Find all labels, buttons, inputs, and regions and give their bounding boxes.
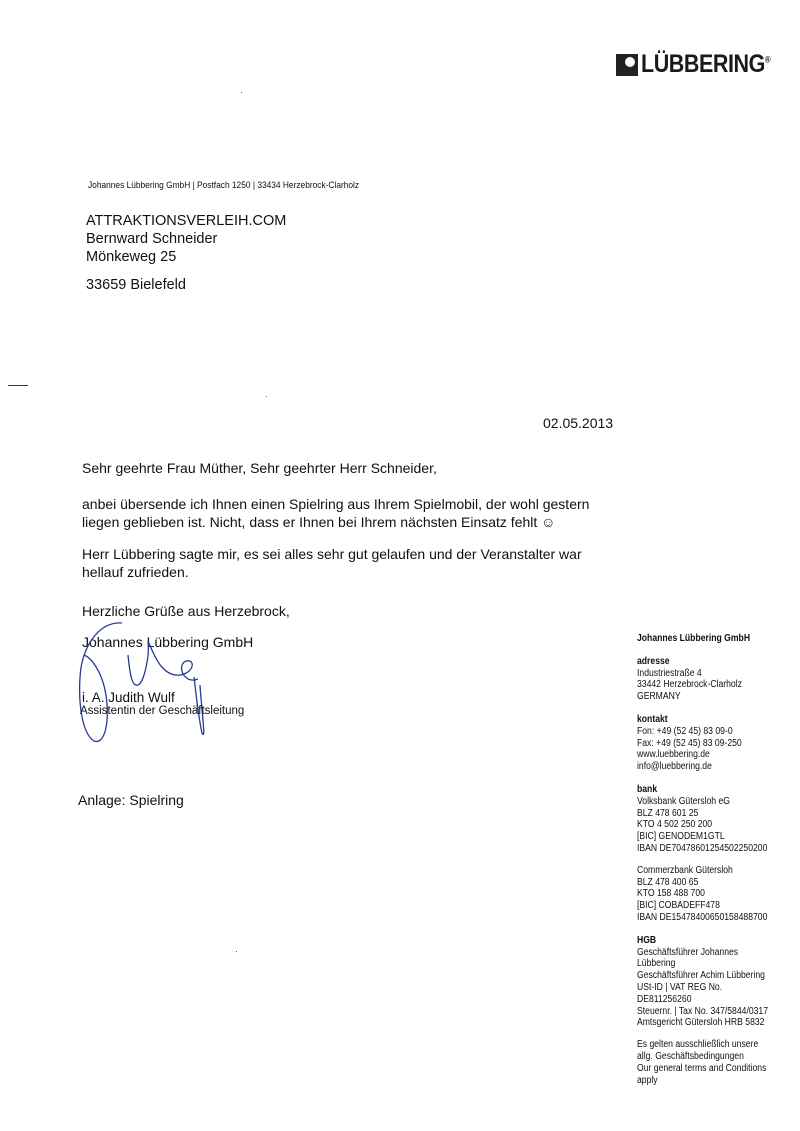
address-line: Industriestraße 4	[637, 667, 702, 679]
attachment-note: Anlage: Spielring	[78, 792, 184, 808]
hgb-line: Steuernr. | Tax No. 347/5844/0317	[637, 1005, 769, 1017]
terms-line: Es gelten ausschließlich unsere	[637, 1039, 759, 1051]
contact-line: Fon: +49 (52 45) 83 09-0	[637, 725, 733, 737]
fold-mark	[8, 385, 28, 386]
company-logo	[616, 50, 791, 79]
bank-line: BLZ 478 601 25	[637, 807, 699, 819]
salutation: Sehr geehrte Frau Müther, Sehr geehrter Herr Schneider,	[82, 460, 437, 476]
recipient-company: ATTRAKTIONSVERLEIH.COM	[86, 213, 287, 229]
recipient-street: Mönkeweg 25	[86, 249, 177, 265]
handwritten-signature	[70, 615, 220, 755]
scan-speck	[266, 396, 267, 397]
hgb-heading: HGB	[637, 934, 657, 946]
bank-line: KTO 158 488 700	[637, 888, 705, 900]
terms-line: allg. Geschäftsbedingungen	[637, 1050, 744, 1062]
bank-line: IBAN DE15478400650158488700	[637, 911, 768, 923]
hgb-line: Geschäftsführer Johannes Lübbering	[637, 946, 739, 970]
recipient-address	[86, 212, 286, 294]
signatory-role: Assistentin der Geschäftsleitung	[80, 705, 245, 717]
terms-line: apply	[637, 1074, 658, 1086]
terms-line: Our general terms and Conditions	[637, 1062, 767, 1074]
closing-company: Johannes Lübbering GmbH	[82, 634, 254, 650]
recipient-name: Bernward Schneider	[86, 231, 218, 247]
paragraph: Herr Lübbering sagte mir, es sei alles sehr gut gelaufen und der Veranstalter war hellauf zufrieden.	[82, 545, 582, 580]
address-line: 33442 Herzebrock-Clarholz	[637, 679, 742, 691]
scan-speck	[241, 92, 242, 93]
logo-text: LÜBBERING	[641, 50, 765, 78]
contact-line: Fax: +49 (52 45) 83 09-250	[637, 737, 742, 749]
scan-speck	[236, 951, 237, 952]
letter-date: 02.05.2013	[543, 415, 614, 431]
bank-line: [BIC] COBADEFF478	[637, 900, 720, 912]
address-heading: adresse	[637, 655, 670, 667]
logo-registered-mark: ®	[764, 54, 771, 65]
address-line: GERMANY	[637, 691, 681, 703]
bank-line: KTO 4 502 250 200	[637, 819, 713, 831]
bank-line: BLZ 478 400 65	[637, 876, 699, 888]
contact-line: info@luebbering.de	[637, 761, 712, 773]
bank-line: [BIC] GENODEM1GTL	[637, 831, 725, 843]
signatory-name: i. A. Judith Wulf	[82, 690, 175, 705]
logo-mark-icon	[616, 54, 638, 76]
closing-greeting: Herzliche Grüße aus Herzebrock,	[82, 602, 290, 619]
bank-line: Volksbank Gütersloh eG	[637, 795, 730, 807]
bank-heading: bank	[637, 783, 658, 795]
hgb-line: Geschäftsführer Achim Lübbering	[637, 970, 765, 982]
recipient-city: 33659 Bielefeld	[86, 277, 186, 293]
hgb-line: Amtsgericht Gütersloh HRB 5832	[637, 1017, 765, 1029]
contact-line: www.luebbering.de	[637, 749, 710, 761]
sender-line: Johannes Lübbering GmbH | Postfach 1250 | 33434 Herzebrock-Clarholz	[88, 180, 360, 191]
contact-heading: kontakt	[637, 713, 668, 725]
company-sidebar	[637, 633, 769, 1086]
hgb-line: USt-ID | VAT REG No. DE811256260	[637, 981, 723, 1005]
bank-line: IBAN DE70478601254502250200	[637, 842, 768, 854]
sidebar-company: Johannes Lübbering GmbH	[637, 633, 751, 644]
bank-line: Commerzbank Gütersloh	[637, 864, 733, 876]
paragraph: anbei übersende ich Ihnen einen Spielring aus Ihrem Spielmobil, der wohl gestern liegen geblieben ist. Nicht, dass er Ihnen bei Ihrem nächsten Einsatz fehlt ☺	[82, 495, 590, 530]
